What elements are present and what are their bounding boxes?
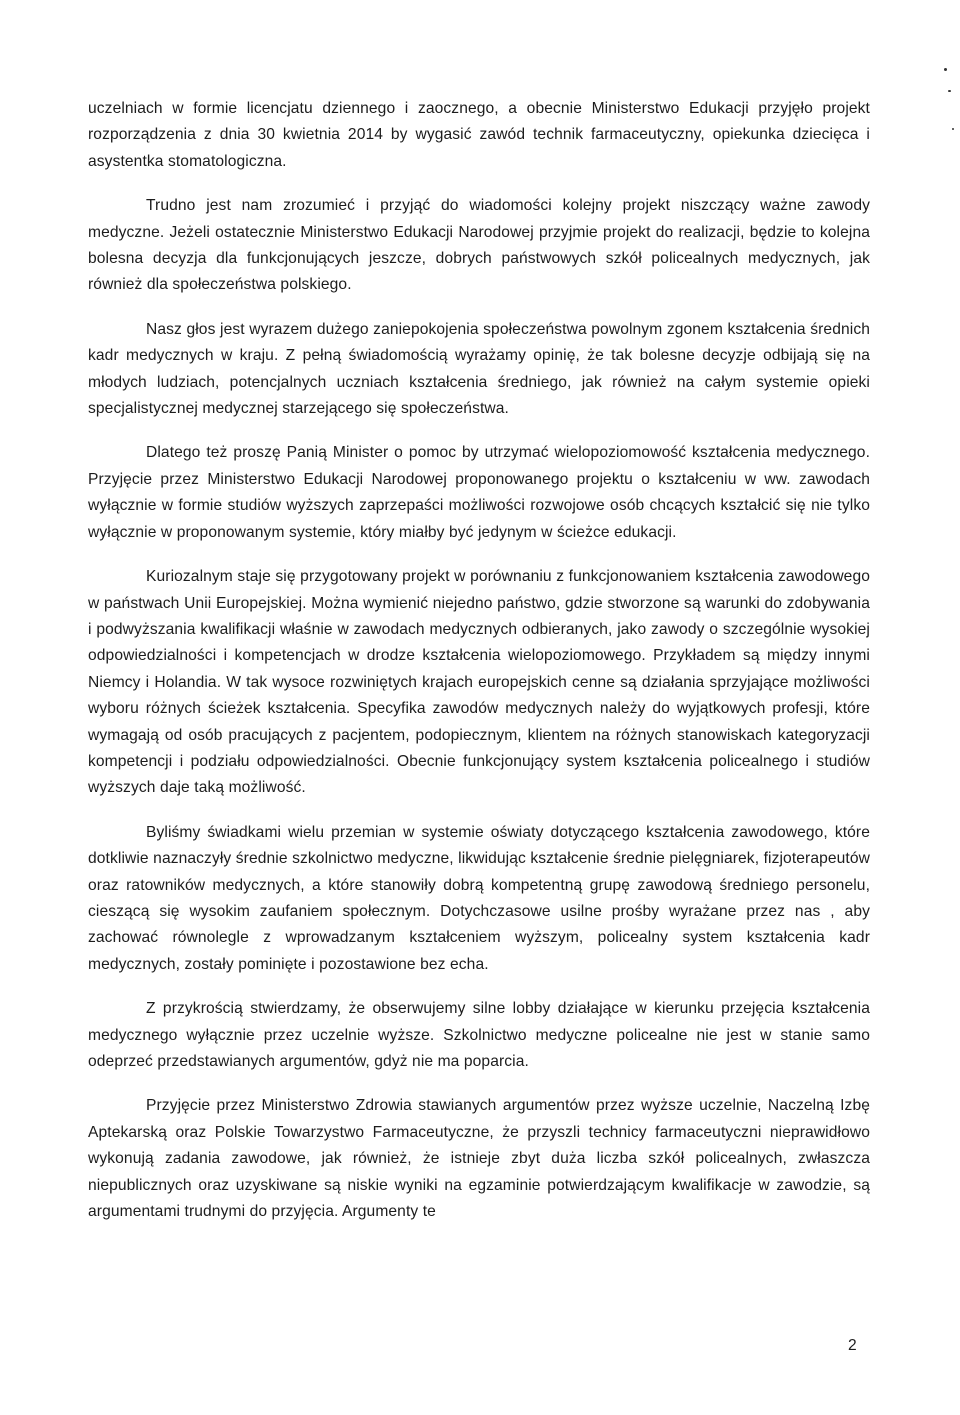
scan-speck xyxy=(944,68,947,71)
paragraph: Z przykrością stwierdzamy, że obserwujemy silne lobby działające w kierunku przejęcia kształcenia medycznego wyłącznie przez uczelnie wyższe. Szkolnictwo medyczne policealne nie jest w stanie samo odeprzeć przedstawianych argumentów, gdyż nie ma poparcia. xyxy=(88,1000,870,1070)
paragraph: Przyjęcie przez Ministerstwo Zdrowia stawianych argumentów przez wyższe uczelnie, Naczelną Izbę Aptekarską oraz Polskie Towarzystwo Farmaceutyczne, że przyszli technicy farmaceutyczni nieprawidłowo wykonują zadania zawodowe, jak również, że istnieje zbyt duża liczba szkół policealnych, zwłaszcza niepublicznych oraz uzyskiwane są niskie wyniki na egzaminie potwierdzającym kwalifikacje w zawodzie, są argumentami trudnymi do przyjęcia. Argumenty te xyxy=(88,1097,870,1221)
paragraph: Byliśmy świadkami wielu przemian w systemie oświaty dotyczącego kształcenia zawodowego, które dotkliwie naznaczyły średnie szkolnictwo medyczne, likwidując kształcenie średnie pielęgniarek, fizjoterapeutów oraz ratowników medycznych, a które stanowiły dobrą kompetentną grupę zawodową średniego personelu, cieszącą się wysokim zaufaniem społecznym. Dotychczasowe usilne prośby wyrażane przez nas , aby zachować równolegle z wprowadzanym kształceniem wyższym, policealny system kształcenia kadr medycznych, zostały pominięte i pozostawione bez echa. xyxy=(88,823,870,973)
scan-speck xyxy=(948,90,951,92)
paragraph: uczelniach w formie licencjatu dziennego i zaocznego, a obecnie Ministerstwo Edukacji przyjęło projekt rozporządzenia z dnia 30 kwietnia 2014 by wygasić zawód technik farmaceutyczny, opiekunka dziecięca i asystentka stomatologiczna. xyxy=(88,100,870,170)
scan-speck xyxy=(952,128,954,130)
paragraph: Nasz głos jest wyrazem dużego zaniepokojenia społeczeństwa powolnym zgonem kształcenia średnich kadr medycznych w kraju. Z pełną świadomością wyrażamy opinię, że tak bolesne decyzje odbijają się na młodych ludziach, potencjalnych uczniach kształcenia średniego, jak również na całym systemie opieki specjalistycznej medycznej starzejącego się społeczeństwa. xyxy=(88,320,870,418)
paragraph: Trudno jest nam zrozumieć i przyjąć do wiadomości kolejny projekt niszczący ważne zawody medyczne. Jeżeli ostatecznie Ministerstwo Edukacji Narodowej przyjmie projekt do realizacji, będzie to kolejna bolesna decyzja dla funkcjonujących jeszcze, dobrych państwowych szkół policealnych medycznych, jak również dla społeczeństwa polskiego. xyxy=(88,197,870,294)
document-body xyxy=(88,96,870,1243)
paragraph: Dlatego też proszę Panią Minister o pomoc by utrzymać wielopoziomowość kształcenia medycznego. Przyjęcie przez Ministerstwo Edukacji Narodowej proponowanego projektu o kształceniu w ww. zawodach wyłącznie w formie studiów wyższych zaprzepaści możliwości rozwojowe osób chcących kształcić się nie tylko wyłącznie w proponowanym systemie, który miałby być jedynym w ścieżce edukacji. xyxy=(88,444,870,541)
page-number: 2 xyxy=(848,1337,857,1354)
paragraph: Kuriozalnym staje się przygotowany projekt w porównaniu z funkcjonowaniem kształcenia zawodowego w państwach Unii Europejskiej. Można wymienić niejedno państwo, gdzie stworzone są warunki do zdobywania i podwyższania kwalifikacji właśnie w zawodach medycznych odbieranych, jako zawody o szczególnie wysokiej odpowiedzialności i kompetencjach w drodze kształcenia wielopoziomowego. Przykładem są między innymi Niemcy i Holandia. W tak wysoce rozwiniętych krajach europejskich cenne są działania sprzyjające możliwości wyboru różnych ścieżek kształcenia. Specyfika zawodów medycznych należy do wyjątkowych profesji, które wymagają od osób pracujących z pacjentem, podopiecznym, klientem na różnych stanowiskach kategoryzacji kompetencji i podziału odpowiedzialności. Obecnie funkcjonujący system kształcenia policealnego i studiów wyższych daje taką możliwość. xyxy=(88,568,870,797)
